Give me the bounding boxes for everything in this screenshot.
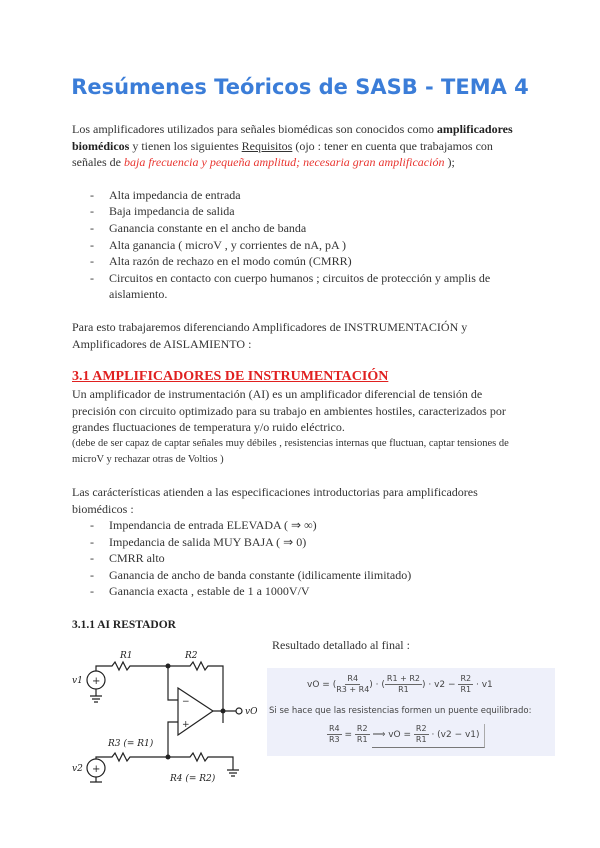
content-column — [72, 121, 532, 792]
r4-label: R4 (= R2) — [170, 774, 216, 785]
spacer — [72, 468, 528, 484]
page-title: Resúmenes Teóricos de SASB - TEMA 4 — [71, 75, 529, 99]
spacer — [72, 352, 528, 368]
minus-label: − — [182, 697, 190, 708]
source-plus-sign: + — [92, 764, 101, 776]
r3-label: R3 (= R1) — [108, 739, 154, 750]
formula-text: ⟹ vO = — [372, 730, 412, 741]
characteristics-list — [72, 517, 528, 600]
section-note: (debe de ser capaz de captar señales muy débiles , resistencias internas que fluctuan, captar tensiones de microV y rechazar otras de Voltios ) — [72, 437, 509, 465]
fraction — [355, 724, 370, 745]
numerator: R2 — [415, 724, 427, 734]
formula-text: · v2 − — [428, 680, 456, 691]
list-item: - Alta razón de rechazo en el modo común (CMRR) — [72, 253, 528, 270]
denominator: R1 — [415, 735, 427, 745]
list-item: - Circuitos en contacto con cuerpo humanos ; circuitos de protección y amplis de aislamiento. — [72, 270, 528, 303]
denominator: R1 — [356, 735, 368, 745]
fraction — [414, 724, 429, 745]
fraction — [336, 674, 369, 695]
list-item: - CMRR alto — [72, 550, 528, 567]
formula-box — [267, 668, 555, 756]
section-para: Las carácterísticas atienden a las especificaciones introductorias para amplificadores biomédicos : — [72, 484, 478, 516]
formula-text: · (v2 − v1) — [431, 730, 480, 741]
numerator: R2 — [460, 674, 472, 684]
numerator: R2 — [356, 724, 368, 734]
requisitos-list — [72, 187, 528, 303]
r1-label: R1 — [120, 651, 133, 662]
source-plus-sign: + — [92, 676, 101, 688]
section-heading: 3.1 AMPLIFICADORES DE INSTRUMENTACIÓN — [72, 369, 389, 385]
vo-label: vO — [245, 707, 258, 718]
list-item: - Ganancia constante en el ancho de banda — [72, 220, 528, 237]
intro-underline: Requisitos — [241, 138, 293, 153]
r2-label: R2 — [185, 651, 198, 662]
intro-bold: amplificadores biomédicos — [72, 122, 513, 153]
section-body: Un amplificador de instrumentación (AI) es un amplificador diferencial de tensión de precisión con circuito optimizado para su trabajo en ambientes hostiles, caracterizados por grandes fluctuaciones de temperatura y/o ruido eléctrico. — [72, 387, 506, 435]
denominator: R1 — [460, 685, 472, 695]
plus-label: + — [182, 720, 190, 731]
intro-paragraph — [72, 121, 528, 171]
intro-highlight: baja frecuencia y pequeña amplitud; necesaria gran amplificación — [123, 155, 445, 170]
spacer — [72, 171, 528, 187]
denominator: R1 — [398, 685, 409, 695]
para2: Para esto trabajaremos diferenciando Amplificadores de INSTRUMENTACIÓN y Amplificadores de AISLAMIENTO : — [72, 319, 468, 351]
numerator: R4 — [329, 724, 340, 734]
formula-text: vO = — [307, 680, 333, 691]
list-item: - Impendancia de entrada ELEVADA ( ⇒ ∞) — [72, 517, 528, 534]
denominator: R3 — [329, 735, 340, 745]
list-item: - Baja impedancia de salida — [72, 203, 528, 220]
formula-bridge: $\frac{R4}{R3}$ = $\frac{R2}{R1}$ ⟹ vO = $\frac{R2}{R1}$ · (v2 − v1) — [327, 724, 485, 748]
intro-text: Los amplificadores utilizados para señales biomédicas son conocidos como — [72, 122, 437, 136]
fraction — [327, 724, 342, 745]
restador-circuit-diagram — [70, 640, 262, 785]
numerator: R4 — [347, 674, 359, 684]
bridge-text: Si se hace que las resistencias formen un puente equilibrado: — [269, 706, 532, 717]
subsection-heading: 3.1.1 AI RESTADOR — [72, 619, 176, 632]
intro-text: ); — [444, 155, 455, 170]
fraction — [385, 674, 422, 695]
formula-text: · v1 — [475, 680, 493, 691]
numerator: R1 + R2 — [386, 674, 420, 684]
intro-text: y tienen los siguientes — [129, 138, 242, 153]
subsection-content — [72, 632, 532, 792]
result-label: Resultado detallado al final : — [272, 638, 410, 653]
spacer — [72, 303, 528, 319]
v1-label: v1 — [72, 676, 83, 687]
list-item: - Ganancia de ancho de banda constante (idilicamente ilimitado) — [72, 567, 528, 584]
list-item: - Impedancia de salida MUY BAJA ( ⇒ 0) — [72, 534, 528, 551]
list-item: - Alta ganancia ( microV , y corrientes de nA, pA ) — [72, 237, 528, 254]
fraction — [458, 674, 473, 695]
formula-main: vO = ( $\frac{R4}{R3 + R4}$ ) · ( $\frac{R1 + R2}{R1}$ ) · v2 − $\frac{R2}{R1}$ · v1 — [307, 674, 493, 695]
list-item: - Alta impedancia de entrada — [72, 187, 528, 204]
denominator: R3 + R4 — [336, 685, 370, 695]
spacer — [72, 600, 528, 618]
v2-label: v2 — [72, 764, 83, 775]
intro-text: (ojo : tener en cuenta que trabajamos con señales de — [72, 138, 493, 170]
list-item: - Ganancia exacta , estable de 1 a 1000V/V — [72, 583, 528, 600]
